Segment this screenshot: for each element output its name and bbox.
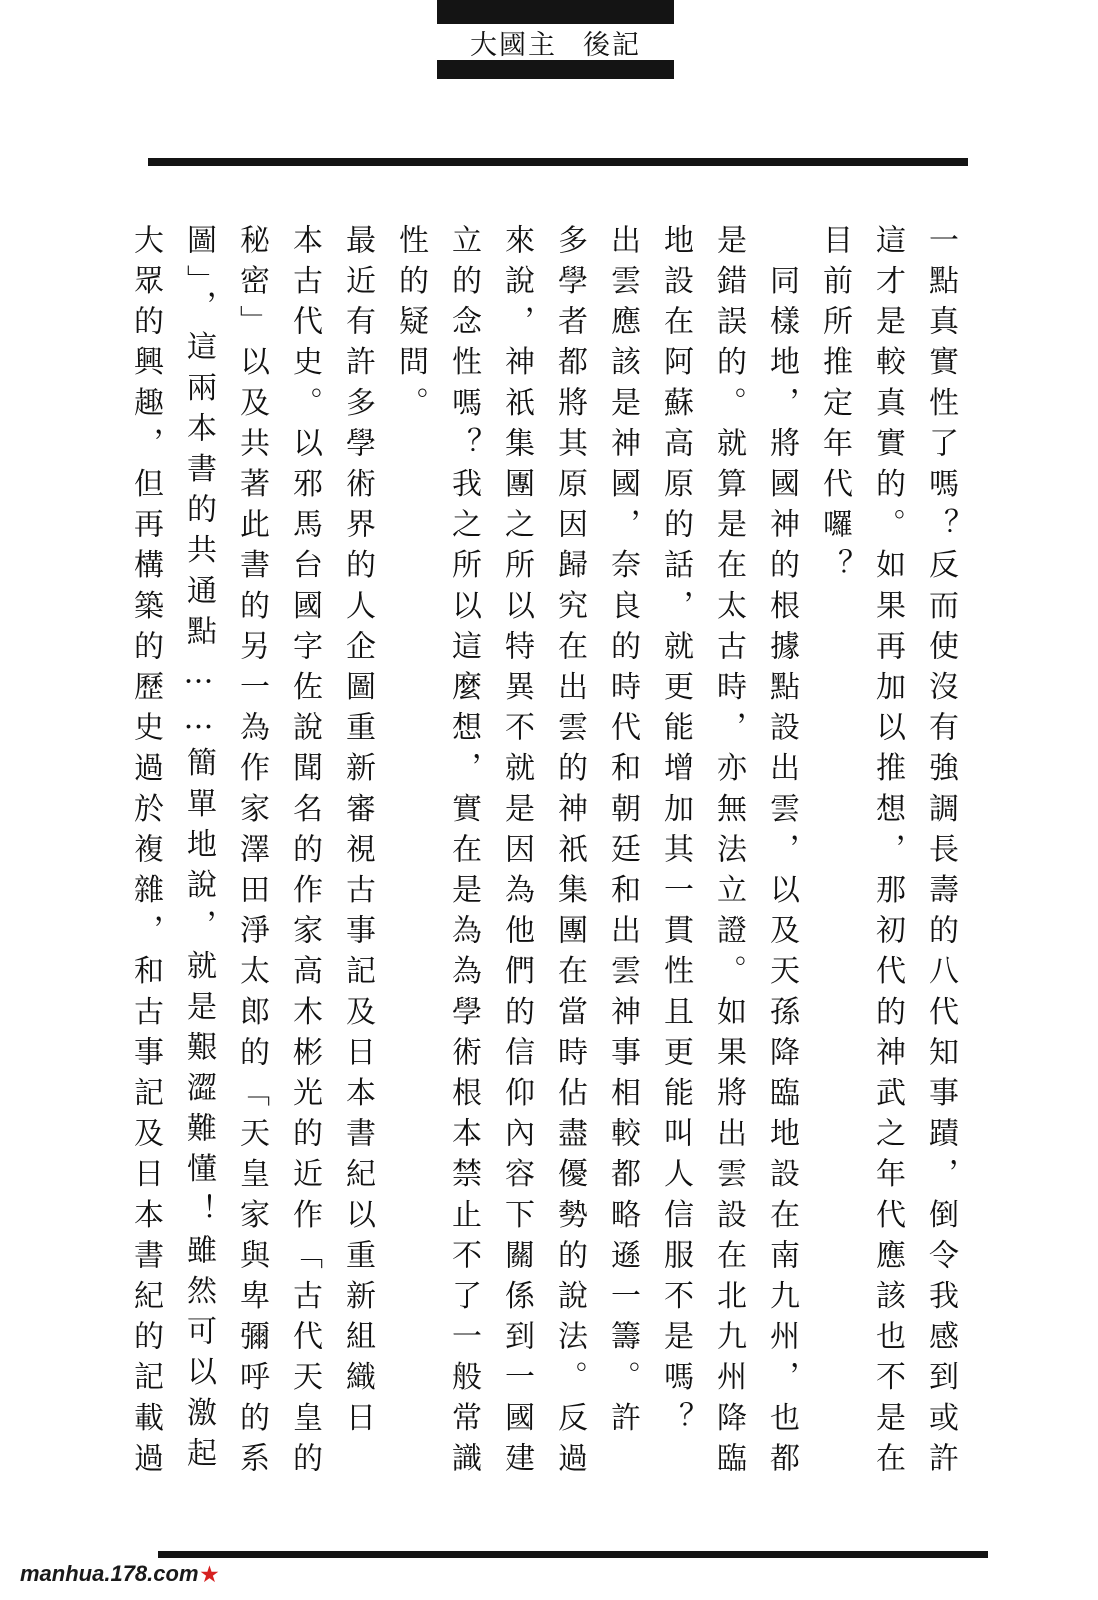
site-url: manhua.178.com <box>20 1561 199 1586</box>
text-column: 多學者都將其原因歸究在出雲的神祇集團在當時佔盡優勢的說法。反過 <box>552 224 587 1483</box>
text-column: 最近有許多學術界的人企圖重新審視古事記及日本書紀以重新組織日 <box>340 224 375 1442</box>
footer-watermark <box>20 1561 218 1587</box>
text-column: 來說，神祇集團之所以特異不就是因為他們的信仰內容下關係到一國建 <box>499 224 534 1483</box>
text-column: 秘密」以及共著此書的另一為作家澤田淨太郎的「天皇家與卑彌呼的系 <box>234 224 269 1483</box>
text-column: 出雲應該是神國，奈良的時代和朝廷和出雲神事相較都略遜一籌。許 <box>605 224 640 1442</box>
text-column: 立的念性嗎？我之所以這麼想，實在是為為學術根本禁止不了一般常識 <box>446 224 481 1483</box>
page-header <box>437 24 674 60</box>
text-column: 這才是較真實的。如果再加以推想，那初代的神武之年代應該也不是在 <box>870 224 905 1483</box>
bottom-divider <box>158 1551 988 1558</box>
text-column: 同樣地，將國神的根據點設出雲，以及天孫降臨地設在南九州，也都 <box>764 224 799 1483</box>
text-column: 大眾的興趣，但再構築的歷史過於複雜，和古事記及日本書紀的記載過 <box>128 224 163 1483</box>
header-title: 大國主 <box>470 29 557 61</box>
text-column: 性的疑問。 <box>393 224 428 427</box>
text-column: 地設在阿蘇高原的話，就更能增加其一貫性且更能叫人信服不是嗎？ <box>658 224 693 1442</box>
top-divider <box>148 158 968 166</box>
star-icon: ★ <box>200 1564 219 1586</box>
text-column: 是錯誤的。就算是在太古時，亦無法立證。如果將出雲設在北九州降臨 <box>711 224 746 1483</box>
text-column: 目前所推定年代囉？ <box>817 224 852 590</box>
text-column: 圖」，這兩本書的共通點……簡單地說，就是艱澀難懂！雖然可以激起 <box>181 224 216 1478</box>
text-column: 一點真實性了嗎？反而使沒有強調長壽的八代知事蹟，倒令我感到或許 <box>923 224 958 1483</box>
text-column: 本古代史。以邪馬台國字佐說聞名的作家高木彬光的近作「古代天皇的 <box>287 224 322 1483</box>
header-subtitle: 後記 <box>583 29 641 61</box>
